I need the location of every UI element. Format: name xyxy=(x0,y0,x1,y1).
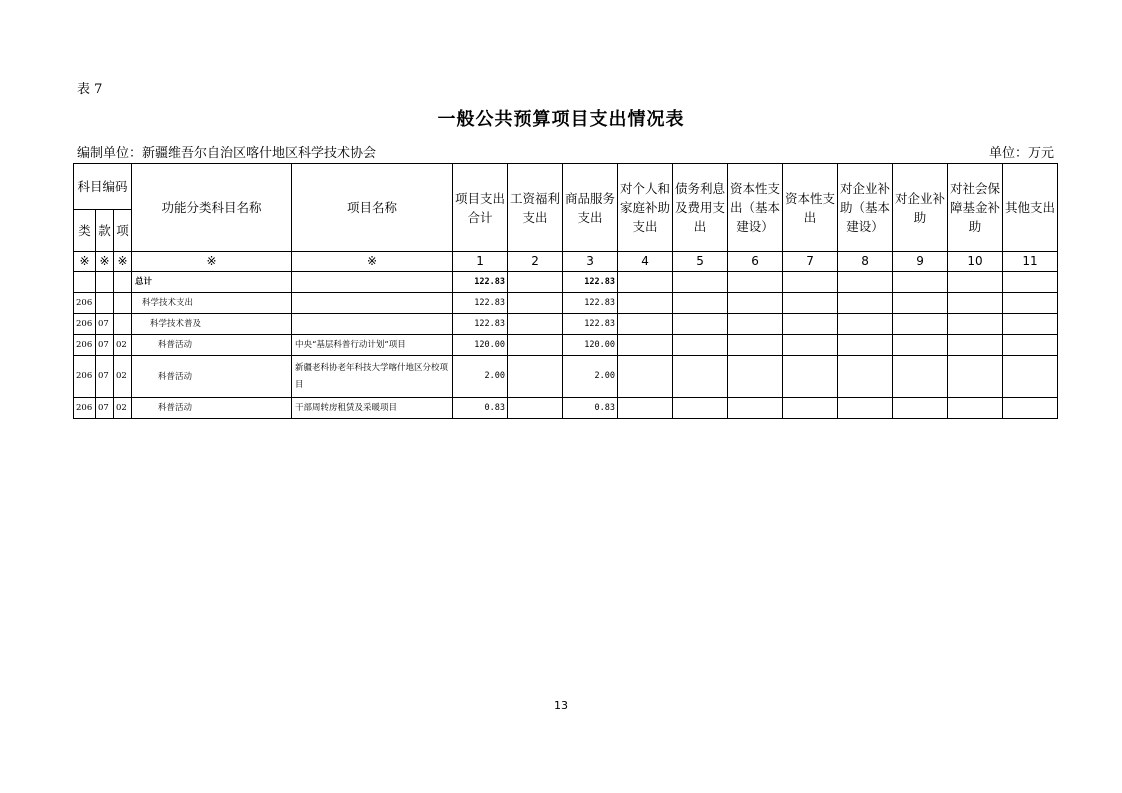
cell-empty xyxy=(838,293,893,314)
cell-c3: 0.83 xyxy=(563,398,618,419)
cell-c2 xyxy=(508,398,563,419)
cell-func: 科普活动 xyxy=(132,335,292,356)
table-row xyxy=(74,293,1058,314)
cell-empty xyxy=(783,335,838,356)
header-col-6: 资本性支出（基本建设） xyxy=(728,164,783,252)
cell-empty xyxy=(673,356,728,398)
cell-func: 科学技术支出 xyxy=(132,293,292,314)
cell-empty xyxy=(728,356,783,398)
cell-empty xyxy=(948,335,1003,356)
cell-empty xyxy=(618,356,673,398)
cell-empty xyxy=(948,314,1003,335)
header-col-5: 债务利息及费用支出 xyxy=(673,164,728,252)
cell-func: 科普活动 xyxy=(132,356,292,398)
header-col-11: 其他支出 xyxy=(1003,164,1058,252)
header-xiang: 项 xyxy=(114,210,132,252)
index-cell: 11 xyxy=(1003,252,1058,272)
cell-c2 xyxy=(508,272,563,293)
cell-empty xyxy=(948,272,1003,293)
cell-empty xyxy=(948,356,1003,398)
cell-empty xyxy=(893,335,948,356)
header-col-3: 商品服务支出 xyxy=(563,164,618,252)
index-cell: ※ xyxy=(74,252,96,272)
cell-empty xyxy=(838,356,893,398)
cell-empty xyxy=(673,272,728,293)
index-cell: 3 xyxy=(563,252,618,272)
table-row-total xyxy=(74,272,1058,293)
header-col-4: 对个人和家庭补助支出 xyxy=(618,164,673,252)
cell-empty xyxy=(838,398,893,419)
cell-xiang xyxy=(114,314,132,335)
index-cell: 2 xyxy=(508,252,563,272)
cell-empty xyxy=(1003,398,1058,419)
cell-empty xyxy=(673,335,728,356)
cell-lei xyxy=(74,272,96,293)
budget-table xyxy=(73,163,1058,419)
header-lei: 类 xyxy=(74,210,96,252)
cell-total: 2.00 xyxy=(453,356,508,398)
compiling-unit: 编制单位：新疆维吾尔自治区喀什地区科学技术协会 xyxy=(77,146,377,161)
cell-empty xyxy=(948,398,1003,419)
cell-empty xyxy=(1003,314,1058,335)
cell-xiang xyxy=(114,293,132,314)
cell-empty xyxy=(783,314,838,335)
cell-xiang: 02 xyxy=(114,335,132,356)
cell-kuan: 07 xyxy=(96,335,114,356)
header-col-7: 资本性支出 xyxy=(783,164,838,252)
table-row xyxy=(74,314,1058,335)
cell-empty xyxy=(673,398,728,419)
cell-xiang: 02 xyxy=(114,398,132,419)
page-number: 13 xyxy=(554,699,568,712)
cell-lei: 206 xyxy=(74,335,96,356)
cell-empty xyxy=(728,314,783,335)
cell-empty xyxy=(618,398,673,419)
index-cell: ※ xyxy=(292,252,453,272)
header-total: 项目支出合计 xyxy=(453,164,508,252)
cell-c3: 2.00 xyxy=(563,356,618,398)
index-row xyxy=(74,252,1058,272)
cell-empty xyxy=(783,272,838,293)
cell-lei: 206 xyxy=(74,398,96,419)
cell-empty xyxy=(618,335,673,356)
cell-c3: 120.00 xyxy=(563,335,618,356)
cell-empty xyxy=(838,335,893,356)
table-tag: 表 7 xyxy=(77,82,103,97)
cell-kuan xyxy=(96,272,114,293)
header-proj-name: 项目名称 xyxy=(292,164,453,252)
cell-func: 总计 xyxy=(132,272,292,293)
cell-kuan xyxy=(96,293,114,314)
header-col-9: 对企业补助 xyxy=(893,164,948,252)
cell-empty xyxy=(673,314,728,335)
cell-lei: 206 xyxy=(74,314,96,335)
cell-empty xyxy=(728,293,783,314)
cell-total: 122.83 xyxy=(453,314,508,335)
header-code-group: 科目编码 xyxy=(74,164,132,210)
cell-empty xyxy=(838,272,893,293)
cell-empty xyxy=(728,272,783,293)
index-cell: 7 xyxy=(783,252,838,272)
page-title: 一般公共预算项目支出情况表 xyxy=(437,109,685,130)
cell-proj xyxy=(292,272,453,293)
table-row xyxy=(74,398,1058,419)
cell-xiang: 02 xyxy=(114,356,132,398)
cell-empty xyxy=(783,293,838,314)
index-cell: 5 xyxy=(673,252,728,272)
table-row xyxy=(74,335,1058,356)
table-row xyxy=(74,356,1058,398)
cell-empty xyxy=(1003,272,1058,293)
cell-empty xyxy=(1003,293,1058,314)
index-cell: ※ xyxy=(132,252,292,272)
header-col-10: 对社会保障基金补助 xyxy=(948,164,1003,252)
cell-c2 xyxy=(508,293,563,314)
cell-c3: 122.83 xyxy=(563,314,618,335)
header-col-2: 工资福利支出 xyxy=(508,164,563,252)
cell-func: 科学技术普及 xyxy=(132,314,292,335)
cell-empty xyxy=(618,293,673,314)
index-cell: 9 xyxy=(893,252,948,272)
index-cell: 8 xyxy=(838,252,893,272)
cell-proj: 中央“基层科普行动计划”项目 xyxy=(292,335,453,356)
cell-c2 xyxy=(508,356,563,398)
cell-proj xyxy=(292,314,453,335)
cell-c3: 122.83 xyxy=(563,272,618,293)
cell-empty xyxy=(783,356,838,398)
index-cell: 6 xyxy=(728,252,783,272)
cell-empty xyxy=(673,293,728,314)
cell-kuan: 07 xyxy=(96,398,114,419)
cell-empty xyxy=(838,314,893,335)
cell-xiang xyxy=(114,272,132,293)
cell-proj: 干部周转房租赁及采暖项目 xyxy=(292,398,453,419)
currency-unit: 单位：万元 xyxy=(988,146,1054,161)
header-func-name: 功能分类科目名称 xyxy=(132,164,292,252)
cell-total: 122.83 xyxy=(453,293,508,314)
header-kuan: 款 xyxy=(96,210,114,252)
cell-empty xyxy=(728,335,783,356)
cell-empty xyxy=(783,398,838,419)
cell-c3: 122.83 xyxy=(563,293,618,314)
cell-empty xyxy=(893,356,948,398)
cell-lei: 206 xyxy=(74,356,96,398)
cell-empty xyxy=(618,314,673,335)
cell-empty xyxy=(893,272,948,293)
cell-c2 xyxy=(508,314,563,335)
cell-empty xyxy=(1003,335,1058,356)
cell-empty xyxy=(1003,356,1058,398)
index-cell: 4 xyxy=(618,252,673,272)
cell-total: 0.83 xyxy=(453,398,508,419)
index-cell: 1 xyxy=(453,252,508,272)
cell-proj: 新疆老科协老年科技大学喀什地区分校项目 xyxy=(292,356,453,398)
index-cell: ※ xyxy=(96,252,114,272)
cell-total: 120.00 xyxy=(453,335,508,356)
cell-func: 科普活动 xyxy=(132,398,292,419)
cell-total: 122.83 xyxy=(453,272,508,293)
index-cell: ※ xyxy=(114,252,132,272)
cell-empty xyxy=(948,293,1003,314)
cell-kuan: 07 xyxy=(96,314,114,335)
cell-lei: 206 xyxy=(74,293,96,314)
cell-empty xyxy=(893,293,948,314)
header-col-8: 对企业补助（基本建设） xyxy=(838,164,893,252)
index-cell: 10 xyxy=(948,252,1003,272)
cell-empty xyxy=(618,272,673,293)
cell-empty xyxy=(893,314,948,335)
cell-c2 xyxy=(508,335,563,356)
cell-empty xyxy=(893,398,948,419)
cell-empty xyxy=(728,398,783,419)
cell-proj xyxy=(292,293,453,314)
cell-kuan: 07 xyxy=(96,356,114,398)
